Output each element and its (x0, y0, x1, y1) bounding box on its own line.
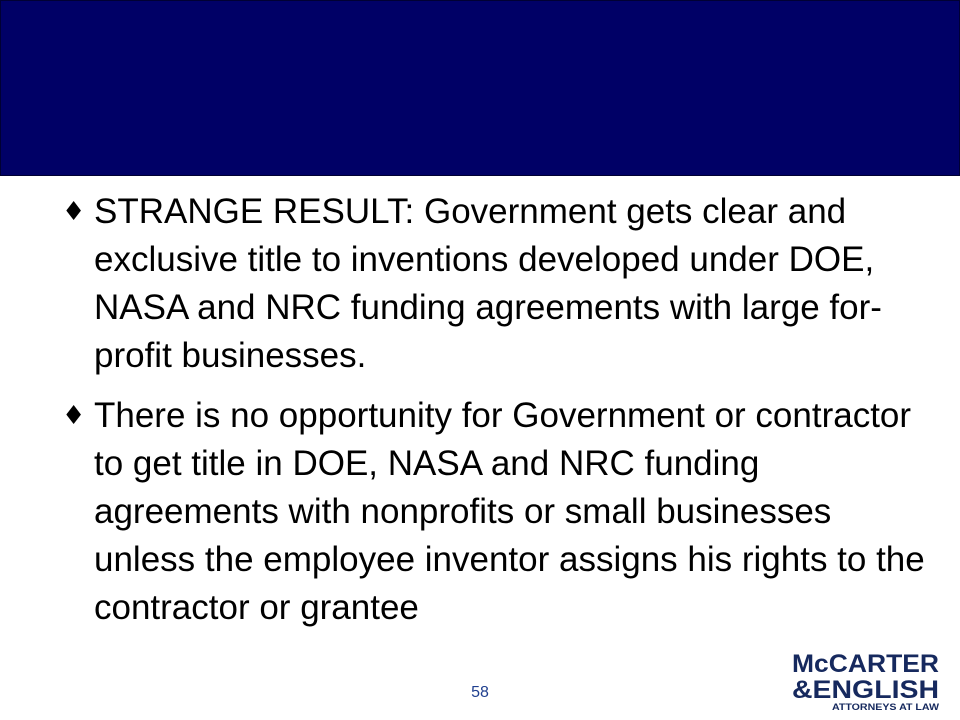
bullet-item-no-opportunity (62, 392, 942, 632)
diamond-bullet-icon: ♦ (62, 401, 86, 431)
logo-line-2: &ENGLISH (792, 676, 939, 704)
bullet-item-strange-result (62, 188, 942, 380)
bullet-list (62, 188, 942, 644)
bullet-text: There is no opportunity for Government or contractor to get title in DOE, NASA and NRC funding agreements with nonprofits or small businesses unless the employee inventor assigns his rights to the contractor or grantee (94, 396, 925, 627)
logo-line-1: McCARTER (792, 650, 939, 678)
logo-tagline: ATTORNEYS AT LAW (832, 702, 940, 712)
diamond-bullet-icon: ♦ (62, 197, 86, 227)
bullet-text: STRANGE RESULT: Government gets clear and exclusive title to inventions developed under DOE, NASA and NRC funding agreements with large for-profit businesses. (94, 192, 882, 375)
mccarter-english-logo (792, 648, 940, 712)
page-number: 58 (471, 684, 489, 701)
header-band (0, 0, 960, 176)
